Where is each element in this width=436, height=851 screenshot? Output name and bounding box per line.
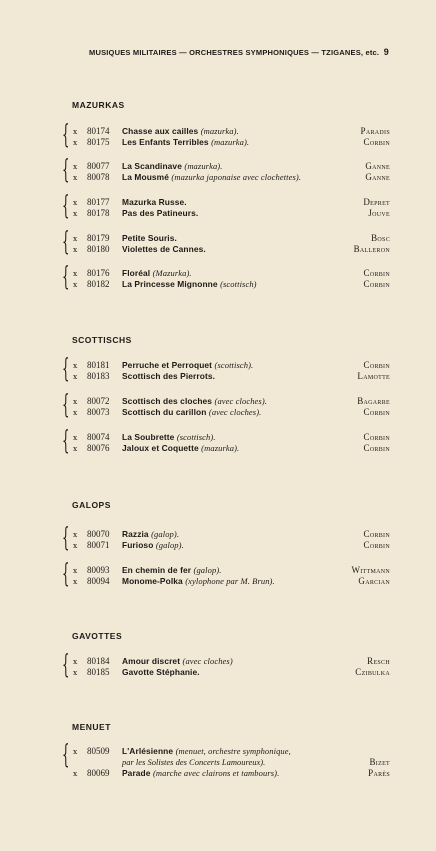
record-title-text: Jaloux et Coquette	[122, 443, 199, 453]
record-title-text: Les Enfants Terribles	[122, 137, 209, 147]
record-title	[122, 137, 330, 148]
record-title-text: Scottisch des Pierrots.	[122, 371, 216, 381]
record-row	[62, 746, 390, 757]
record-number: 80094	[87, 576, 110, 586]
record-number: 80180	[87, 244, 110, 254]
record-composer: Paradis	[360, 126, 390, 136]
record-mark: x	[73, 668, 78, 677]
record-composer: Corbin	[363, 137, 390, 147]
record-title	[122, 161, 330, 172]
record-row	[62, 443, 390, 454]
record-mark: x	[73, 541, 78, 550]
record-number: 80076	[87, 443, 110, 453]
record-number: 80071	[87, 540, 110, 550]
record-composer: Corbin	[363, 279, 390, 289]
record-title	[122, 565, 330, 576]
record-mark: x	[73, 577, 78, 586]
record-title-text: Chasse aux cailles	[122, 126, 199, 136]
record-title-text: Petite Souris.	[122, 233, 177, 243]
record-number: 80178	[87, 208, 110, 218]
record-note: (mazurka).	[184, 161, 223, 171]
record-number: 80509	[87, 746, 110, 756]
record-composer: Ganne	[365, 161, 390, 171]
record-title	[122, 268, 330, 279]
record-pair	[62, 120, 390, 150]
record-composer: Parès	[368, 768, 390, 778]
record-note: (galop).	[155, 540, 184, 550]
record-number: 80174	[87, 126, 110, 136]
record-pair	[62, 155, 390, 185]
section-title: GAVOTTES	[72, 631, 123, 641]
section-title: SCOTTISCHS	[72, 335, 132, 345]
record-mark: x	[73, 209, 78, 218]
record-title	[122, 432, 330, 443]
record-note: (mazurka japonaise avec clochettes).	[171, 172, 302, 182]
record-row	[62, 172, 390, 183]
record-row	[62, 233, 390, 244]
record-title	[122, 208, 330, 219]
record-row	[62, 137, 390, 148]
record-number: 80183	[87, 371, 110, 381]
record-title-text: La Princesse Mignonne	[122, 279, 218, 289]
record-title-text: Parade	[122, 768, 151, 778]
record-title	[122, 197, 330, 208]
record-title-text: La Soubrette	[122, 432, 175, 442]
record-composer: Wittmann	[351, 565, 390, 575]
record-title	[122, 360, 330, 371]
record-note: (galop).	[193, 565, 222, 575]
pair-brace: {	[62, 191, 70, 221]
record-number: 80072	[87, 396, 110, 406]
record-note: (xylophone par M. Brun).	[185, 576, 275, 586]
record-title	[122, 443, 330, 454]
record-mark: x	[73, 269, 78, 278]
record-pair	[62, 650, 390, 680]
record-pair	[62, 354, 390, 384]
record-title-text: Gavotte Stéphanie.	[122, 667, 200, 677]
record-composer: Corbin	[363, 407, 390, 417]
record-pair	[62, 559, 390, 589]
record-mark: x	[73, 234, 78, 243]
record-title-text: Perruche et Perroquet	[122, 360, 213, 370]
record-number: 80185	[87, 667, 110, 677]
record-mark: x	[73, 433, 78, 442]
record-title	[122, 540, 330, 551]
record-number: 80074	[87, 432, 110, 442]
record-number: 80070	[87, 529, 110, 539]
record-mark: x	[73, 162, 78, 171]
record-title-text: Amour discret	[122, 656, 181, 666]
record-composer: Corbin	[363, 540, 390, 550]
pair-brace: {	[62, 354, 70, 384]
record-title	[122, 279, 330, 290]
record-composer: Balleron	[353, 244, 390, 254]
record-composer: Bagarre	[357, 396, 390, 406]
record-mark: x	[73, 444, 78, 453]
record-row	[62, 244, 390, 255]
record-number: 80078	[87, 172, 110, 182]
record-title-text: Scottisch des cloches	[122, 396, 213, 406]
record-title-text: La Scandinave	[122, 161, 182, 171]
record-composer: Corbin	[363, 268, 390, 278]
record-composer: Jouve	[368, 208, 390, 218]
record-pair	[62, 227, 390, 257]
record-note: (mazurka).	[200, 126, 239, 136]
page-number: 9	[383, 47, 389, 57]
record-title-text: Monome-Polka	[122, 576, 183, 586]
section-title: GALOPS	[72, 500, 111, 510]
record-mark: x	[73, 138, 78, 147]
record-title	[122, 576, 330, 587]
record-note: (marche avec clairons et tambours).	[152, 768, 280, 778]
record-title-text: Scottisch du carillon	[122, 407, 207, 417]
section-title: MENUET	[72, 722, 111, 732]
record-row	[62, 197, 390, 208]
record-title-text: Violettes de Cannes.	[122, 244, 206, 254]
record-row	[62, 576, 390, 587]
record-row	[62, 540, 390, 551]
record-title	[122, 371, 330, 382]
record-title	[122, 244, 330, 255]
record-mark: x	[73, 173, 78, 182]
pair-brace: {	[62, 390, 70, 420]
record-composer: Bizet	[369, 757, 390, 767]
record-title-text: Floréal	[122, 268, 151, 278]
pair-brace: {	[62, 262, 70, 292]
record-row	[62, 268, 390, 279]
record-mark: x	[73, 361, 78, 370]
record-mark: x	[73, 530, 78, 539]
record-title-text: En chemin de fer	[122, 565, 192, 575]
record-row	[62, 529, 390, 540]
record-row	[62, 360, 390, 371]
record-title	[122, 407, 330, 418]
record-title-text: Furioso	[122, 540, 154, 550]
record-row	[62, 126, 390, 137]
record-composer: Czibulka	[355, 667, 390, 677]
record-title-text: Pas des Patineurs.	[122, 208, 199, 218]
record-mark: x	[73, 566, 78, 575]
section-title: MAZURKAS	[72, 100, 125, 110]
record-note: (avec cloches).	[214, 396, 267, 406]
record-composer: Corbin	[363, 432, 390, 442]
record-note: (scottisch)	[220, 279, 257, 289]
record-composer: Bosc	[371, 233, 390, 243]
record-row	[62, 407, 390, 418]
pair-brace: {	[62, 740, 70, 770]
record-composer: Corbin	[363, 360, 390, 370]
record-note: (scottisch).	[176, 432, 216, 442]
record-row	[62, 656, 390, 667]
record-title	[122, 667, 330, 678]
record-pair	[62, 740, 390, 779]
record-composer: Depret	[363, 197, 390, 207]
record-number: 80077	[87, 161, 110, 171]
record-row	[62, 208, 390, 219]
record-title	[122, 126, 330, 137]
record-title	[122, 529, 330, 540]
record-row	[62, 279, 390, 290]
record-row	[62, 432, 390, 443]
pair-brace: {	[62, 120, 70, 150]
record-mark: x	[73, 397, 78, 406]
record-number: 80073	[87, 407, 110, 417]
record-note: (menuet, orchestre symphonique,	[175, 746, 291, 756]
record-continuation-row	[62, 757, 390, 768]
record-mark: x	[73, 127, 78, 136]
record-number: 80179	[87, 233, 110, 243]
record-note: (mazurka).	[201, 443, 240, 453]
record-mark: x	[73, 769, 78, 778]
record-mark: x	[73, 372, 78, 381]
record-mark: x	[73, 245, 78, 254]
record-row	[62, 371, 390, 382]
record-number: 80184	[87, 656, 110, 666]
record-row	[62, 396, 390, 407]
record-number: 80093	[87, 565, 110, 575]
record-mark: x	[73, 747, 78, 756]
record-number: 80181	[87, 360, 110, 370]
record-mark: x	[73, 657, 78, 666]
record-row	[62, 768, 390, 779]
record-row	[62, 565, 390, 576]
record-composer: Corbin	[363, 529, 390, 539]
record-composer: Lamotte	[357, 371, 390, 381]
record-number: 80175	[87, 137, 110, 147]
record-note: (scottisch).	[214, 360, 254, 370]
pair-brace: {	[62, 650, 70, 680]
record-title-text: La Mousmé	[122, 172, 169, 182]
record-title	[122, 233, 330, 244]
record-title	[122, 656, 330, 667]
record-title-text: Mazurka Russe.	[122, 197, 187, 207]
record-mark: x	[73, 408, 78, 417]
record-composer: Corbin	[363, 443, 390, 453]
record-title	[122, 746, 330, 757]
record-mark: x	[73, 280, 78, 289]
record-pair	[62, 523, 390, 553]
pair-brace: {	[62, 523, 70, 553]
record-title	[122, 768, 330, 779]
pair-brace: {	[62, 227, 70, 257]
record-row	[62, 161, 390, 172]
record-note: (avec cloches).	[208, 407, 262, 417]
record-continuation: par les Solistes des Concerts Lamoureux).	[122, 757, 266, 767]
record-composer: Resch	[367, 656, 390, 666]
record-note: (avec cloches)	[182, 656, 233, 666]
record-title-text: Razzia	[122, 529, 149, 539]
record-composer: Ganne	[365, 172, 390, 182]
pair-brace: {	[62, 426, 70, 456]
record-title-text: L'Arlésienne	[122, 746, 174, 756]
record-title	[122, 396, 330, 407]
record-composer: Garcian	[358, 576, 390, 586]
record-pair	[62, 390, 390, 420]
pair-brace: {	[62, 155, 70, 185]
record-number: 80177	[87, 197, 110, 207]
record-pair	[62, 262, 390, 292]
record-mark: x	[73, 198, 78, 207]
record-note: (galop).	[151, 529, 180, 539]
record-note: (mazurka).	[211, 137, 250, 147]
pair-brace: {	[62, 559, 70, 589]
record-number: 80176	[87, 268, 110, 278]
record-row	[62, 667, 390, 678]
record-pair	[62, 191, 390, 221]
record-number: 80182	[87, 279, 110, 289]
record-note: (Mazurka).	[152, 268, 192, 278]
record-pair	[62, 426, 390, 456]
running-title: MUSIQUES MILITAIRES — ORCHESTRES SYMPHONIQUES — TZIGANES, etc.	[89, 47, 380, 57]
record-title	[122, 172, 330, 183]
running-header	[89, 47, 389, 57]
record-number: 80069	[87, 768, 110, 778]
